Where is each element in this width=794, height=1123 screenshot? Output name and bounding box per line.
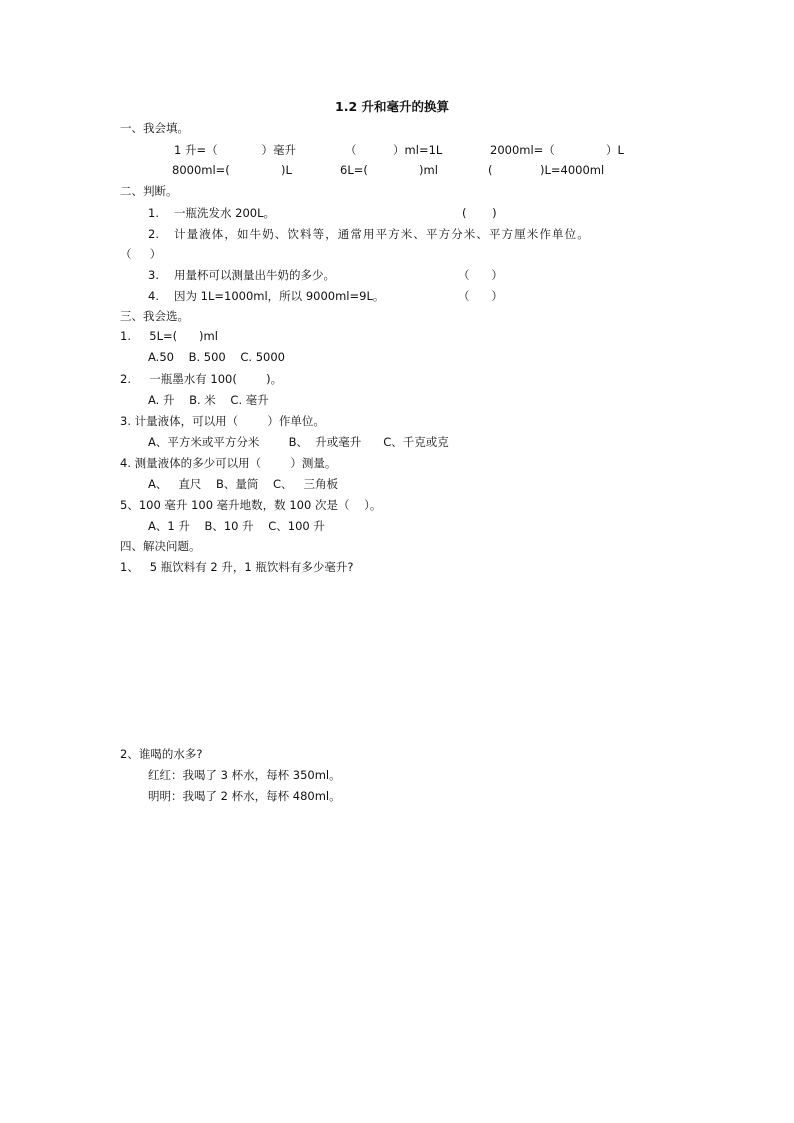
fill-blank-3: 2000ml=（ ）L	[490, 143, 624, 157]
choice-options-5: A、1 升 B、10 升 C、100 升	[148, 519, 325, 533]
choice-options-1: A.50 B. 500 C. 5000	[148, 350, 285, 364]
problem-2-line-a: 红红：我喝了 3 杯水，每杯 350ml。	[148, 768, 341, 782]
section-heading-2: 二、判断。	[120, 184, 178, 198]
fill-blank-6: ( )L=4000ml	[488, 163, 605, 177]
judge-question-4: 因为 1L=1000ml，所以 9000ml=9L。	[174, 289, 385, 303]
choice-question-4: 4. 测量液体的多少可以用（ ）测量。	[120, 456, 337, 470]
judge-answer-1: ( )	[462, 206, 497, 220]
section-heading-4: 四、解决问题。	[120, 539, 201, 553]
problem-2-line-b: 明明：我喝了 2 杯水，每杯 480ml。	[148, 789, 341, 803]
judge-answer-4: （ ）	[458, 289, 503, 303]
choice-options-2: A. 升 B. 米 C. 毫升	[148, 393, 269, 407]
judge-number-3: 3.	[148, 268, 159, 282]
judge-answer-2: （ ）	[120, 247, 162, 261]
fill-blank-2: （ ）ml=1L	[345, 143, 443, 157]
problem-2: 2、谁喝的水多?	[120, 747, 203, 761]
section-heading-3: 三、我会选。	[120, 309, 189, 323]
judge-answer-3: （ ）	[458, 268, 503, 282]
choice-options-4: A、 直尺 B、量筒 C、 三角板	[148, 477, 338, 491]
fill-blank-1: 1 升=（ ）毫升	[174, 143, 296, 157]
judge-number-2: 2.	[148, 227, 159, 241]
choice-question-1: 1. 5L=( )ml	[120, 329, 218, 343]
choice-question-5: 5、100 毫升 100 毫升地数，数 100 次是（ ）。	[120, 498, 382, 512]
judge-number-1: 1.	[148, 206, 159, 220]
page-title: 1.2 升和毫升的换算	[335, 99, 449, 114]
problem-1: 1、 5 瓶饮料有 2 升，1 瓶饮料有多少毫升?	[120, 560, 354, 574]
judge-question-1: 一瓶洗发水 200L。	[174, 206, 276, 220]
judge-number-4: 4.	[148, 289, 159, 303]
choice-question-3: 3. 计量液体，可以用（ ）作单位。	[120, 414, 325, 428]
section-heading-1: 一、我会填。	[120, 121, 189, 135]
fill-blank-4: 8000ml=( )L	[172, 163, 292, 177]
judge-question-3: 用量杯可以测量出牛奶的多少。	[174, 268, 335, 282]
fill-blank-5: 6L=( )ml	[340, 163, 438, 177]
judge-question-2: 计量液体，如牛奶、饮料等，通常用平方米、平方分米、平方厘米作单位。	[174, 227, 590, 241]
choice-question-2: 2. 一瓶墨水有 100( )。	[120, 372, 283, 386]
choice-options-3: A、平方米或平方分米 B、 升或毫升 C、千克或克	[148, 435, 449, 449]
